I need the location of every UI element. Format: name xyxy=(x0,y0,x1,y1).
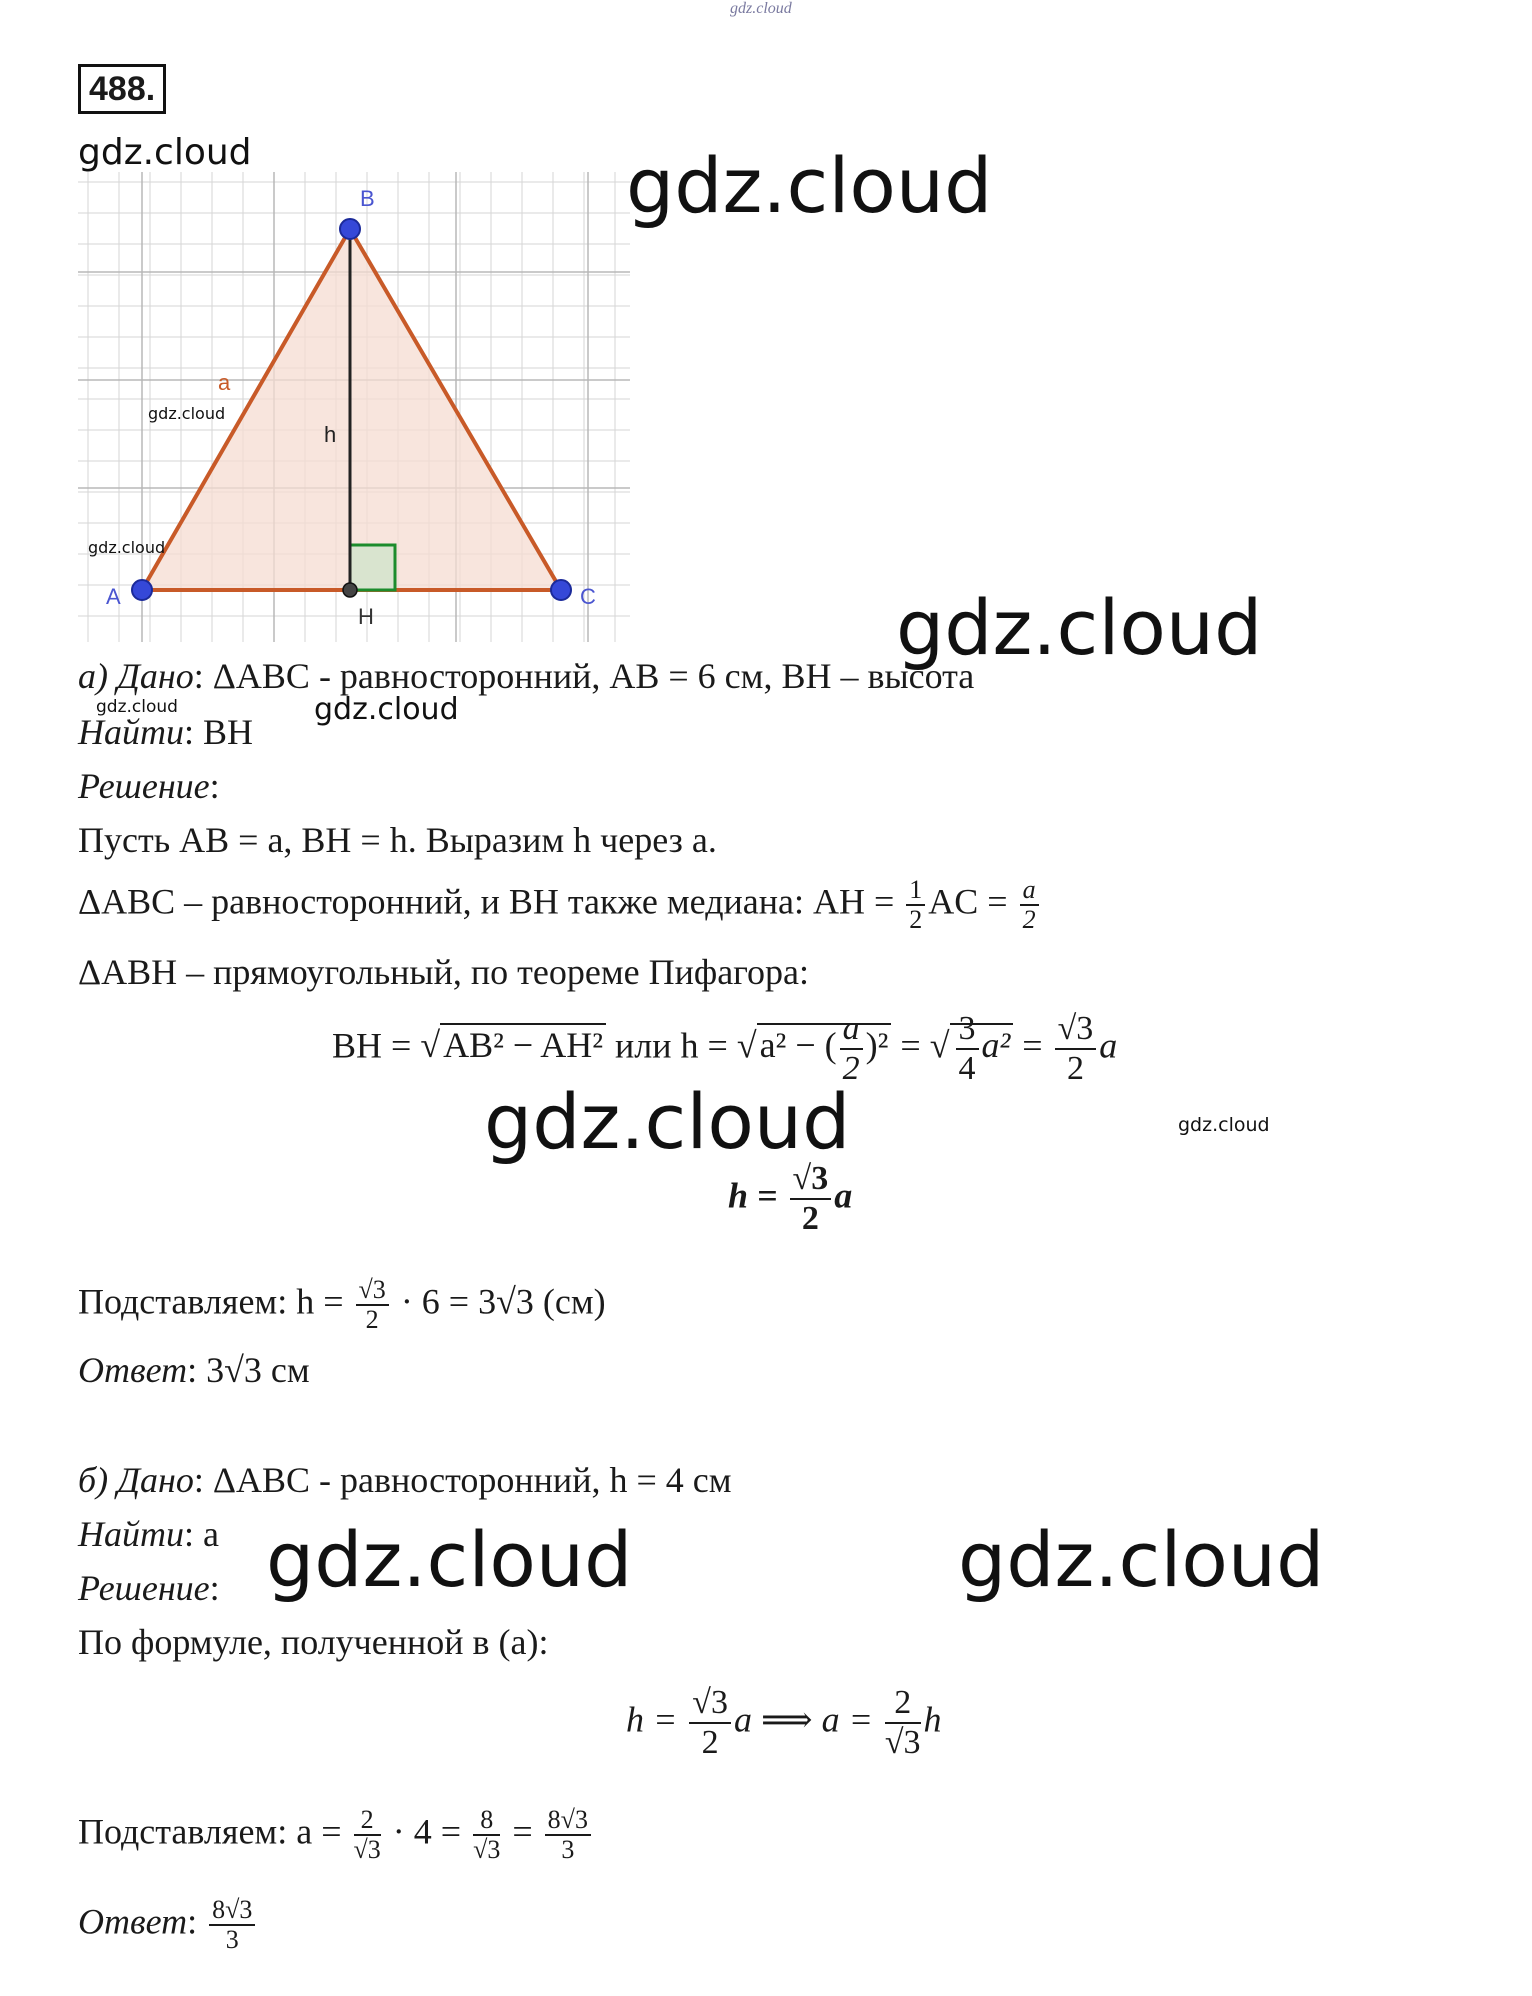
part-a-substitute: Подставляем: h = $\frac{√3}{2}$ · 6 = 3√3 (см) xyxy=(78,1275,606,1334)
part-b-substitute: Подставляем: a = $\frac{2}{√3}$ · 4 = $\frac{8}{√3}$ = $\frac{8√3}{3}$ xyxy=(78,1806,594,1864)
watermark-big-3: gdz.cloud xyxy=(484,1077,851,1166)
part-b-formula: h = $\frac{√3}{2}$ a ⟹ a = $\frac{2}{√3}$ h xyxy=(626,1684,942,1761)
point-A xyxy=(132,580,152,600)
part-a-answer: Ответ: 3√3 см xyxy=(78,1350,310,1390)
label-H: H xyxy=(358,604,374,629)
label-side-a: a xyxy=(218,370,231,395)
part-b-solution-label: Решение: xyxy=(78,1568,220,1608)
watermark-medium-1: gdz.cloud xyxy=(314,692,459,727)
right-angle-marker xyxy=(350,545,395,590)
watermark-big-1: gdz.cloud xyxy=(626,141,993,230)
label-C: C xyxy=(580,584,596,609)
triangle-figure xyxy=(78,172,630,642)
watermark-label: gdz.cloud xyxy=(78,132,252,173)
part-a-step1: Пусть AB = a, BH = h. Выразим h через a. xyxy=(78,820,717,860)
point-B xyxy=(340,219,360,239)
part-a-solution-label: Решение: xyxy=(78,766,220,806)
watermark-small-1: gdz.cloud xyxy=(96,697,178,717)
part-a-step2: ΔABC – равносторонний, и BH также медиана: AH = $\frac{1}{2}$ AC = $\frac{a}{2}$ xyxy=(78,876,1042,934)
part-a-step3: ΔABH – прямоугольный, по теореме Пифагора: xyxy=(78,952,810,992)
part-a-given: а) Дано: ΔABC - равносторонний, AB = 6 см, BH – высота xyxy=(78,656,975,696)
label-A: A xyxy=(106,584,121,609)
pythagoras-formula: BH = √AB² − AH² или h = √a² − ( $\frac{a}{2}$ )² = √ $\frac{3}{4}$ a² = $\frac{√3}{2}$ a xyxy=(332,1010,1118,1087)
watermark-figure-1: gdz.cloud xyxy=(148,404,226,423)
part-b-find: Найти: a xyxy=(78,1514,219,1554)
label-height-h: h xyxy=(324,422,337,447)
problem-number: 488. xyxy=(78,64,166,114)
top-watermark: gdz.cloud xyxy=(730,0,792,17)
part-b-answer: Ответ: $\frac{8√3}{3}$ xyxy=(78,1896,258,1954)
watermark-small-2: gdz.cloud xyxy=(1178,1114,1270,1136)
watermark-big-5: gdz.cloud xyxy=(958,1515,1325,1604)
part-a-find: Найти: BH xyxy=(78,712,254,752)
point-H xyxy=(343,583,357,597)
label-B: B xyxy=(360,186,375,211)
watermark-big-4: gdz.cloud xyxy=(266,1515,633,1604)
part-b-given: б) Дано: ΔABC - равносторонний, h = 4 см xyxy=(78,1460,732,1500)
watermark-figure-2: gdz.cloud xyxy=(88,538,166,557)
watermark-big-2: gdz.cloud xyxy=(896,583,1263,672)
result-formula: h = $\frac{√3}{2}$ a xyxy=(728,1160,853,1237)
part-b-formula-intro: По формуле, полученной в (а): xyxy=(78,1622,549,1662)
point-C xyxy=(551,580,571,600)
